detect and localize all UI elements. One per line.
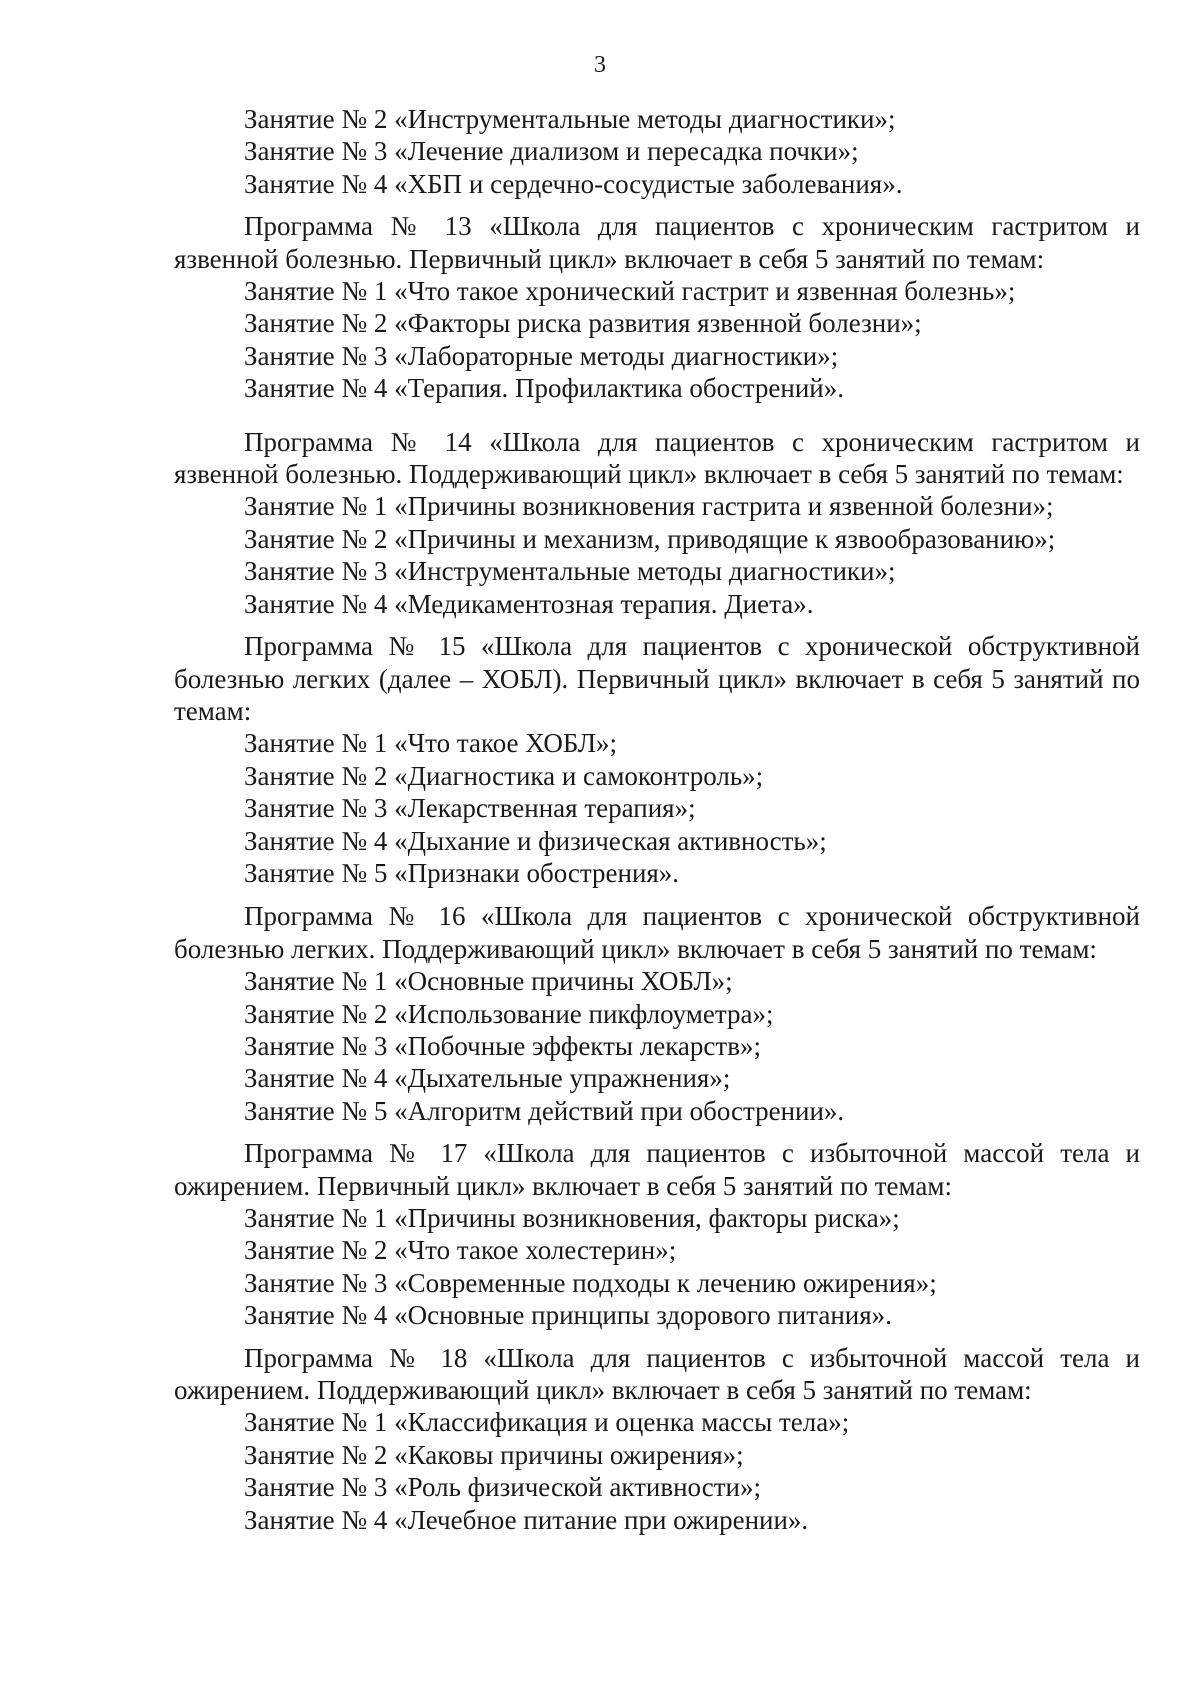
lesson-item: Занятие № 2 «Факторы риска развития язвенной болезни»; — [244, 308, 922, 339]
lesson-item: Занятие № 3 «Роль физической активности»; — [244, 1472, 761, 1503]
program-13-paragraph: Программа № 13 «Школа для пациентов с хроническим гастритом и язвенной болезнью. Первичный цикл» включает в себя 5 занятий по темам: — [174, 211, 1140, 274]
lesson-item: Занятие № 4 «Медикаментозная терапия. Диета». — [244, 588, 814, 619]
lesson-item: Занятие № 3 «Лекарственная терапия»; — [244, 793, 696, 824]
program-18-paragraph: Программа № 18 «Школа для пациентов с избыточной массой тела и ожирением. Поддерживающий цикл» включает в себя 5 занятий по темам: — [174, 1342, 1140, 1406]
lesson-item: Занятие № 4 «Терапия. Профилактика обострений». — [244, 373, 844, 404]
document-body — [174, 103, 1140, 1536]
page-number: 3 — [594, 52, 606, 78]
lesson-item: Занятие № 5 «Алгоритм действий при обострении». — [244, 1095, 845, 1126]
lesson-item: Занятие № 3 «Лечение диализом и пересадка почки»; — [244, 136, 859, 167]
lesson-item: Занятие № 2 «Причины и механизм, приводящие к язвообразованию»; — [244, 523, 1056, 554]
lesson-item: Занятие № 3 «Современные подходы к лечению ожирения»; — [244, 1267, 937, 1298]
program-15-paragraph: Программа № 15 «Школа для пациентов с хронической обструктивной болезнью легких (далее – ХОБЛ). Первичный цикл» включает в себя 5 занятий по темам: — [174, 631, 1140, 726]
lesson-item: Занятие № 2 «Диагностика и самоконтроль»; — [244, 760, 764, 791]
lesson-item: Занятие № 3 «Побочные эффекты лекарств»; — [244, 1030, 761, 1061]
lesson-item: Занятие № 4 «Основные принципы здорового питания». — [244, 1300, 892, 1331]
lesson-item: Занятие № 2 «Инструментальные методы диагностики»; — [244, 104, 896, 134]
lesson-item: Занятие № 3 «Инструментальные методы диагностики»; — [244, 556, 896, 587]
lesson-item: Занятие № 1 «Что такое ХОБЛ»; — [244, 728, 618, 759]
program-17-paragraph: Программа № 17 «Школа для пациентов с избыточной массой тела и ожирением. Первичный цикл» включает в себя 5 занятий по темам: — [174, 1138, 1140, 1201]
lesson-item: Занятие № 2 «Что такое холестерин»; — [244, 1235, 677, 1266]
lesson-item: Занятие № 4 «Лечебное питание при ожирении». — [244, 1504, 809, 1535]
lesson-item: Занятие № 1 «Основные причины ХОБЛ»; — [244, 966, 733, 997]
lesson-item: Занятие № 2 «Каковы причины ожирения»; — [244, 1439, 744, 1470]
lesson-item: Занятие № 4 «Дыхание и физическая активность»; — [244, 825, 827, 856]
lesson-item: Занятие № 4 «ХБП и сердечно-сосудистые заболевания». — [244, 168, 903, 199]
lesson-item: Занятие № 3 «Лабораторные методы диагностики»; — [244, 340, 839, 371]
lesson-item: Занятие № 1 «Классификация и оценка массы тела»; — [244, 1407, 850, 1438]
lesson-item: Занятие № 4 «Дыхательные упражнения»; — [244, 1063, 731, 1094]
lesson-item: Занятие № 1 «Причины возникновения, факторы риска»; — [244, 1203, 900, 1233]
lesson-item: Занятие № 5 «Признаки обострения». — [244, 857, 680, 888]
lesson-item: Занятие № 1 «Что такое хронический гастрит и язвенная болезнь»; — [244, 276, 1016, 307]
lesson-item: Занятие № 2 «Использование пикфлоуметра»; — [244, 998, 774, 1029]
program-14-paragraph: Программа № 14 «Школа для пациентов с хроническим гастритом и язвенной болезнью. Поддерживающий цикл» включает в себя 5 занятий по темам: — [174, 426, 1140, 490]
program-16-paragraph: Программа № 16 «Школа для пациентов с хронической обструктивной болезнью легких. Поддерживающий цикл» включает в себя 5 занятий по темам: — [174, 901, 1140, 964]
lesson-item: Занятие № 1 «Причины возникновения гастрита и язвенной болезни»; — [244, 491, 1054, 522]
